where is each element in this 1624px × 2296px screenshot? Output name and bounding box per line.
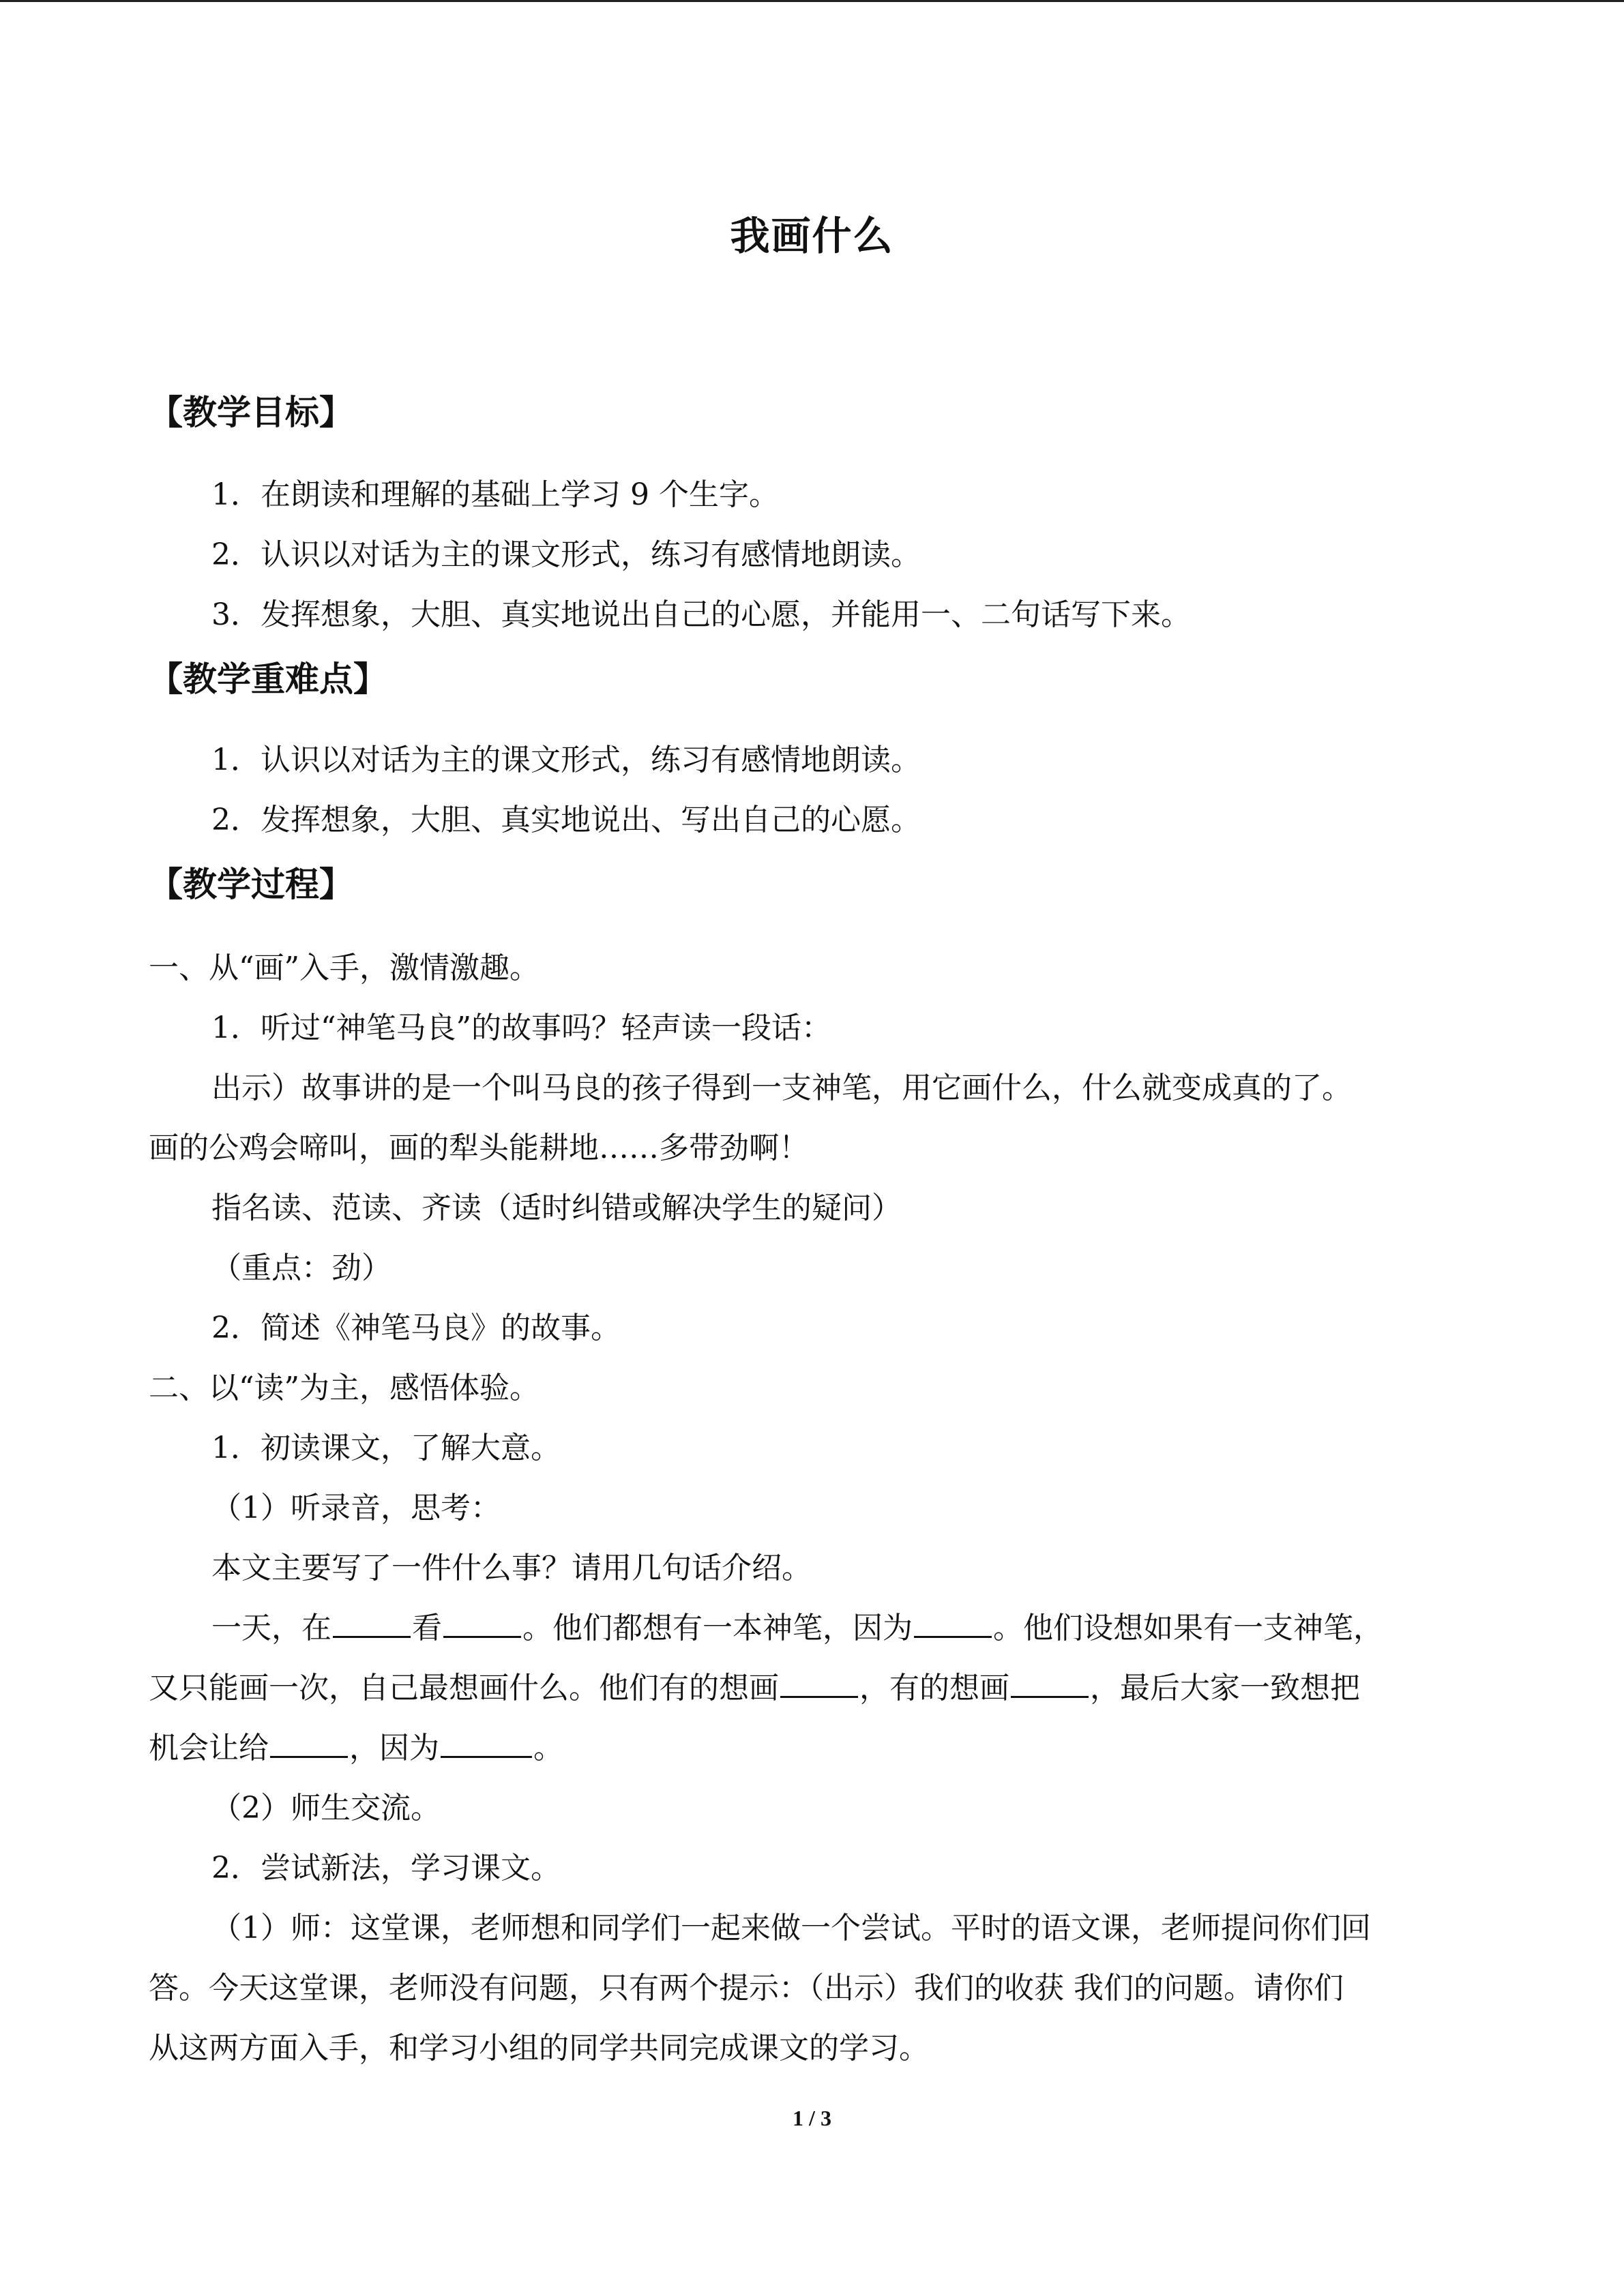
fill-text: 又只能画一次，自己最想画什么。他们有的想画 (149, 1671, 779, 1705)
fill-text: 。他们都想有一本神笔，因为 (522, 1611, 913, 1645)
blank-line (1011, 1666, 1089, 1698)
process-part1-title: 一、从“画”入手，激情激趣。 (149, 951, 540, 985)
fill-text: ，最后大家一致想把 (1090, 1671, 1360, 1705)
page-title: 我画什么 (730, 213, 894, 259)
fill-text: 一天，在 (211, 1611, 331, 1645)
blank-line (441, 1726, 532, 1758)
process-part2-step1: 1．初读课文，了解大意。 (211, 1431, 561, 1465)
goal-item-1: 1．在朗读和理解的基础上学习 9 个生字。 (211, 477, 779, 512)
fill-text: 看 (412, 1611, 442, 1645)
section-heading-process: 【教学过程】 (149, 865, 353, 904)
process-part2-sub1: （1）听录音，思考： (211, 1491, 501, 1525)
process-part2-sub2: （2）师生交流。 (211, 1791, 441, 1825)
fill-blank-line-1 (211, 1605, 1383, 1652)
process-part1-focus: （重点：劲） (211, 1251, 392, 1285)
fill-text: 。 (533, 1731, 563, 1765)
process-part2-para-line3: 从这两方面入手，和学习小组的同学共同完成课文的学习。 (149, 2031, 929, 2066)
section-heading-key-points: 【教学重难点】 (149, 659, 387, 699)
blank-line (914, 1606, 992, 1638)
process-part1-show-line2: 画的公鸡会啼叫，画的犁头能耕地……多带劲啊！ (149, 1131, 809, 1165)
key-point-item-1: 1．认识以对话为主的课文形式，练习有感情地朗读。 (211, 743, 921, 777)
fill-text: 机会让给 (149, 1731, 269, 1765)
fill-text: 。他们设想如果有一支神笔， (993, 1611, 1383, 1645)
process-part2-para-line2: 答。今天这堂课，老师没有问题，只有两个提示：（出示）我们的收获 我们的问题。请你们 (149, 1971, 1344, 2006)
process-part2-title: 二、以“读”为主，感悟体验。 (149, 1371, 540, 1405)
fill-blank-line-2 (149, 1665, 1360, 1712)
section-heading-goals: 【教学目标】 (149, 393, 353, 432)
process-part2-step2: 2．尝试新法，学习课文。 (211, 1851, 561, 1885)
goal-item-2: 2．认识以对话为主的课文形式，练习有感情地朗读。 (211, 537, 921, 572)
process-part1-step1: 1．听过“神笔马良”的故事吗？轻声读一段话： (211, 1011, 831, 1045)
fill-blank-line-3 (149, 1725, 563, 1772)
blank-line (780, 1666, 858, 1698)
blank-line (333, 1606, 411, 1638)
process-part2-question: 本文主要写了一件什么事？请用几句话介绍。 (211, 1551, 812, 1585)
process-part1-show-line1: 出示）故事讲的是一个叫马良的孩子得到一支神笔，用它画什么，什么就变成真的了。 (211, 1071, 1352, 1105)
goal-item-3: 3．发挥想象，大胆、真实地说出自己的心愿，并能用一、二句话写下来。 (211, 597, 1191, 632)
process-part1-reading: 指名读、范读、齐读（适时纠错或解决学生的疑问） (211, 1191, 902, 1225)
fill-text: ，因为 (349, 1731, 439, 1765)
process-part2-para-line1: （1）师：这堂课，老师想和同学们一起来做一个尝试。平时的语文课，老师提问你们回 (211, 1911, 1371, 1945)
blank-line (270, 1726, 348, 1758)
key-point-item-2: 2．发挥想象，大胆、真实地说出、写出自己的心愿。 (211, 803, 921, 837)
blank-line (443, 1606, 521, 1638)
page-number: 1 / 3 (793, 2106, 831, 2130)
fill-text: ，有的想画 (859, 1671, 1009, 1705)
top-border-line (0, 0, 1624, 2)
process-part1-step2: 2．简述《神笔马良》的故事。 (211, 1311, 621, 1345)
